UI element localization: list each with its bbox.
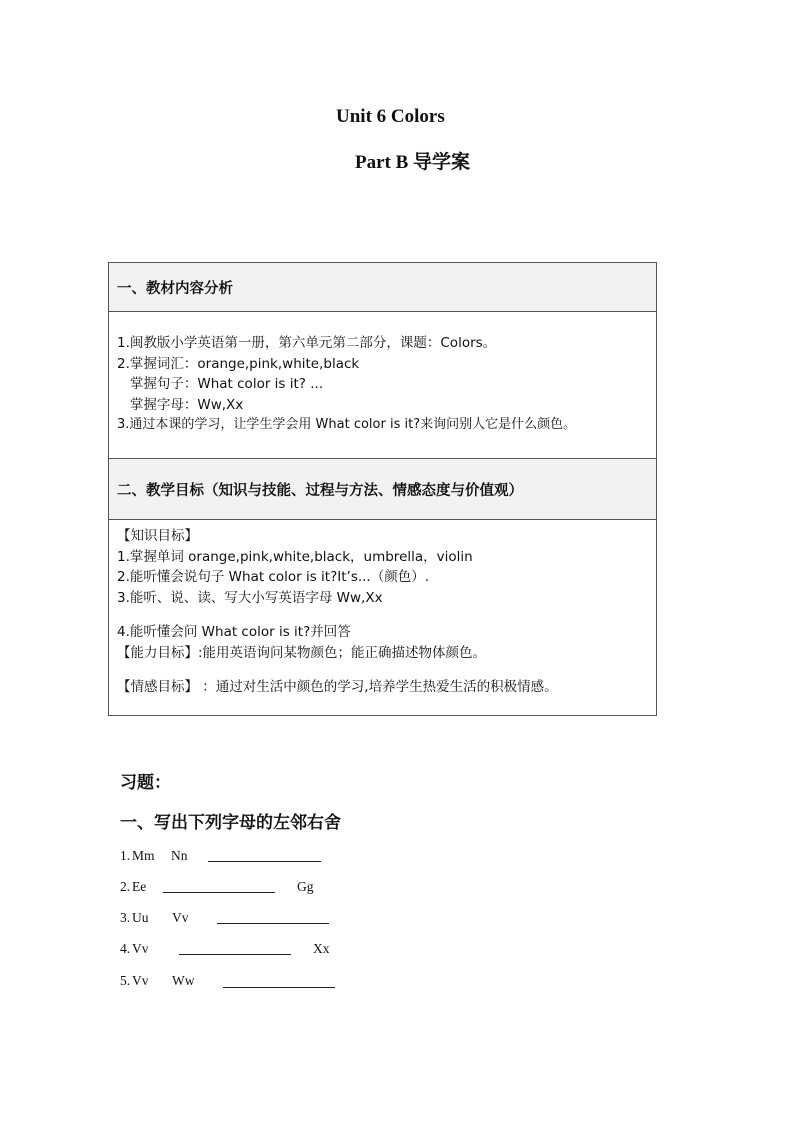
exercise-number: 3. bbox=[120, 910, 131, 925]
ability-goal: 【能力目标】:能用英语询问某物颜色；能正确描述物体颜色。 bbox=[117, 644, 487, 661]
exercise-letter-c: Xx bbox=[313, 941, 330, 956]
knowledge-goal-label: 【知识目标】 bbox=[117, 528, 198, 544]
exercise-letter-b: Vv bbox=[172, 910, 189, 925]
section1-line-3: 掌握句子：What color is it? ... bbox=[117, 376, 324, 392]
answer-blank[interactable] bbox=[163, 892, 275, 893]
answer-blank[interactable] bbox=[223, 987, 335, 988]
section1-line-1: 1.闽教版小学英语第一册，第六单元第二部分，课题：Colors。 bbox=[117, 335, 497, 351]
exercise-letter-a: Mm bbox=[132, 848, 155, 863]
exercise-letter-a: Vv bbox=[132, 941, 149, 956]
section1-body bbox=[109, 312, 657, 459]
document-subtitle: Part B 导学案 bbox=[355, 152, 471, 173]
knowledge-line-3: 3.能听、说、读、写大小写英语字母 Ww,Xx bbox=[117, 589, 383, 606]
exercise-number: 1. bbox=[120, 848, 131, 863]
exercise-letter-a: Uu bbox=[132, 910, 149, 925]
exercise-letter-b: Ww bbox=[172, 973, 195, 988]
knowledge-line-1: 1.掌握单词 orange,pink,white,black，umbrella，violin bbox=[117, 548, 473, 565]
document-title: Unit 6 Colors bbox=[336, 106, 445, 127]
emotion-goal: 【情感目标】 ：通过对生活中颜色的学习,培养学生热爱生活的积极情感。 bbox=[117, 679, 558, 695]
exercise-letter-b: Nn bbox=[171, 848, 188, 863]
exercise-letter-a: Ee bbox=[132, 879, 147, 894]
section2-body bbox=[109, 520, 657, 716]
answer-blank[interactable] bbox=[208, 861, 321, 862]
knowledge-line-4: 4.能听懂会问 What color is it?并回答 bbox=[117, 624, 351, 640]
section1-line-2: 2.掌握词汇：orange,pink,white,black bbox=[117, 355, 360, 372]
exercise-letter-a: Vv bbox=[132, 973, 149, 988]
exercise-section-heading: 一、写出下列字母的左邻右舍 bbox=[120, 813, 341, 833]
section1-heading: 一、教材内容分析 bbox=[109, 263, 657, 312]
exercises-heading: 习题： bbox=[120, 773, 171, 793]
knowledge-line-2: 2.能听懂会说句子 What color is it?It’s...（颜色）. bbox=[117, 569, 430, 585]
exercise-letter-c: Gg bbox=[297, 879, 314, 894]
lesson-analysis-table bbox=[108, 262, 657, 716]
section1-line-4: 掌握字母：Ww,Xx bbox=[117, 396, 244, 413]
exercise-number: 4. bbox=[120, 941, 131, 956]
answer-blank[interactable] bbox=[217, 923, 329, 924]
answer-blank[interactable] bbox=[179, 954, 291, 955]
exercise-number: 2. bbox=[120, 879, 131, 894]
exercise-number: 5. bbox=[120, 973, 131, 988]
section1-line-5: 3.通过本课的学习，让学生学会用 What color is it?来询问别人它是什么颜色。 bbox=[117, 417, 577, 432]
section2-heading: 二、教学目标（知识与技能、过程与方法、情感态度与价值观） bbox=[109, 459, 657, 520]
